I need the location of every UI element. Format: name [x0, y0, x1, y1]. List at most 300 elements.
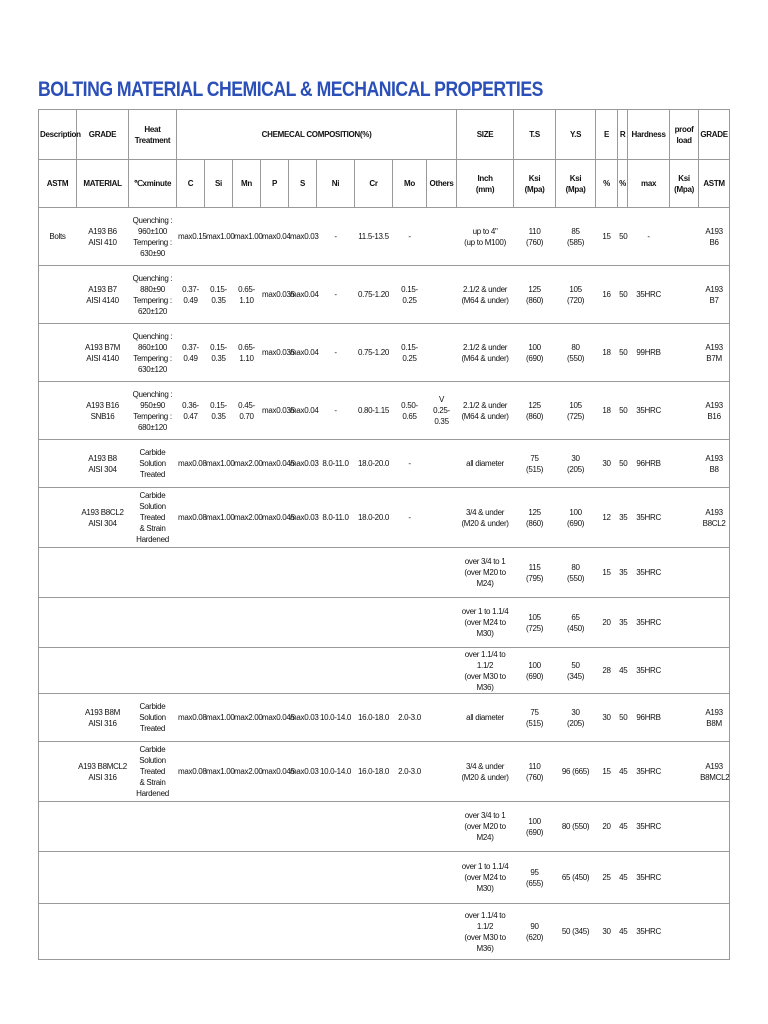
- table-cell: 18: [596, 382, 618, 440]
- properties-table: [38, 109, 730, 960]
- table-cell: 35: [618, 548, 628, 598]
- table-cell: 125 (860): [514, 382, 556, 440]
- table-cell: 110 (760): [514, 742, 556, 802]
- table-cell: [670, 904, 699, 960]
- table-cell: 11.5-13.5: [355, 208, 393, 266]
- table-cell: 0.75-1.20: [355, 266, 393, 324]
- table-cell: [233, 548, 261, 598]
- header-cell: Hardness: [628, 110, 670, 160]
- table-cell: 15: [596, 548, 618, 598]
- table-cell: 50 (345): [556, 904, 596, 960]
- table-cell: [77, 648, 129, 694]
- table-cell: [699, 852, 730, 904]
- table-cell: -: [393, 208, 427, 266]
- table-cell: [233, 802, 261, 852]
- table-cell: 8.0-11.0: [317, 488, 355, 548]
- header-cell: SIZE: [457, 110, 514, 160]
- header-cell: E: [596, 110, 618, 160]
- table-row: [39, 598, 730, 648]
- header-cell: P: [261, 160, 289, 208]
- table-cell: [317, 548, 355, 598]
- table-cell: [177, 548, 205, 598]
- table-cell: 16.0-18.0: [355, 742, 393, 802]
- table-cell: [39, 648, 77, 694]
- table-cell: 18: [596, 324, 618, 382]
- header-cell: Cr: [355, 160, 393, 208]
- table-cell: 0.45-0.70: [233, 382, 261, 440]
- table-cell: [177, 598, 205, 648]
- table-cell: 30: [596, 904, 618, 960]
- header-cell: Inch (mm): [457, 160, 514, 208]
- table-cell: [177, 904, 205, 960]
- table-cell: [355, 648, 393, 694]
- table-cell: 16: [596, 266, 618, 324]
- table-cell: max0.03: [289, 208, 317, 266]
- table-cell: [427, 208, 457, 266]
- header-cell: ASTM: [39, 160, 77, 208]
- table-cell: 35HRC: [628, 598, 670, 648]
- table-cell: max0.045: [261, 488, 289, 548]
- table-cell: V 0.25-0.35: [427, 382, 457, 440]
- header-row-2: [39, 160, 730, 208]
- header-cell: R: [618, 110, 628, 160]
- table-cell: [39, 440, 77, 488]
- table-cell: A193 B16 SNB16: [77, 382, 129, 440]
- header-cell: Others: [427, 160, 457, 208]
- table-cell: 0.36-0.47: [177, 382, 205, 440]
- table-cell: over 1 to 1.1/4 (over M24 to M30): [457, 598, 514, 648]
- table-cell: [699, 904, 730, 960]
- table-cell: [77, 802, 129, 852]
- header-cell: Ni: [317, 160, 355, 208]
- table-cell: Quenching : 860±100 Tempering : 630±120: [129, 324, 177, 382]
- table-cell: Carbide Solution Treated & Strain Hardened: [129, 742, 177, 802]
- table-cell: -: [317, 382, 355, 440]
- table-cell: 35HRC: [628, 904, 670, 960]
- table-cell: 100 (690): [514, 324, 556, 382]
- header-cell: ℃xminute: [129, 160, 177, 208]
- table-cell: [261, 852, 289, 904]
- table-cell: A193 B8M AISI 316: [77, 694, 129, 742]
- table-cell: 125 (860): [514, 488, 556, 548]
- table-cell: Bolts: [39, 208, 77, 266]
- table-cell: [317, 802, 355, 852]
- table-cell: [39, 548, 77, 598]
- table-cell: 45: [618, 904, 628, 960]
- table-cell: max0.035: [261, 382, 289, 440]
- table-cell: [670, 598, 699, 648]
- table-cell: [670, 266, 699, 324]
- table-cell: max2.00: [233, 742, 261, 802]
- table-cell: max0.04: [289, 382, 317, 440]
- table-cell: 0.15-0.35: [205, 324, 233, 382]
- table-cell: 45: [618, 852, 628, 904]
- table-cell: [39, 802, 77, 852]
- table-cell: 100 (690): [514, 802, 556, 852]
- table-cell: A193 B8CL2: [699, 488, 730, 548]
- table-cell: [427, 440, 457, 488]
- table-cell: A193 B6: [699, 208, 730, 266]
- table-cell: [289, 852, 317, 904]
- table-cell: [261, 548, 289, 598]
- table-cell: 0.65-1.10: [233, 324, 261, 382]
- table-cell: [289, 598, 317, 648]
- table-cell: max0.045: [261, 440, 289, 488]
- table-cell: 20: [596, 598, 618, 648]
- table-cell: [317, 852, 355, 904]
- table-cell: [427, 548, 457, 598]
- table-cell: 99HRB: [628, 324, 670, 382]
- table-cell: [355, 598, 393, 648]
- table-cell: A193 B7: [699, 266, 730, 324]
- table-cell: 3/4 & under (M20 & under): [457, 488, 514, 548]
- table-body: [39, 110, 730, 960]
- header-cell: GRADE: [77, 110, 129, 160]
- header-cell: GRADE: [699, 110, 730, 160]
- table-cell: [177, 802, 205, 852]
- table-cell: 90 (620): [514, 904, 556, 960]
- table-cell: -: [393, 440, 427, 488]
- table-cell: max0.035: [261, 324, 289, 382]
- table-cell: 2.0-3.0: [393, 694, 427, 742]
- table-cell: [670, 488, 699, 548]
- table-cell: [670, 648, 699, 694]
- table-cell: max0.03: [289, 694, 317, 742]
- table-cell: max0.03: [289, 488, 317, 548]
- table-cell: max0.15: [177, 208, 205, 266]
- table-cell: 105 (720): [556, 266, 596, 324]
- table-cell: 0.65-1.10: [233, 266, 261, 324]
- table-cell: 35HRC: [628, 802, 670, 852]
- table-cell: max0.03: [289, 742, 317, 802]
- table-cell: [393, 802, 427, 852]
- table-row: [39, 694, 730, 742]
- table-cell: 35: [618, 488, 628, 548]
- table-cell: [205, 648, 233, 694]
- table-cell: [205, 548, 233, 598]
- table-cell: Carbide Solution Treated & Strain Hardened: [129, 488, 177, 548]
- table-cell: max1.00: [205, 488, 233, 548]
- table-cell: [39, 598, 77, 648]
- table-cell: 2.1/2 & under (M64 & under): [457, 266, 514, 324]
- table-cell: 75 (515): [514, 440, 556, 488]
- table-cell: 12: [596, 488, 618, 548]
- table-cell: [39, 324, 77, 382]
- table-row: [39, 440, 730, 488]
- table-cell: 115 (795): [514, 548, 556, 598]
- header-cell: C: [177, 160, 205, 208]
- table-cell: 15: [596, 742, 618, 802]
- table-cell: 35HRC: [628, 266, 670, 324]
- header-cell: T.S: [514, 110, 556, 160]
- table-cell: [289, 548, 317, 598]
- table-cell: A193 B6 AISI 410: [77, 208, 129, 266]
- table-cell: max0.08: [177, 742, 205, 802]
- header-cell: Heat Treatment: [129, 110, 177, 160]
- table-cell: max0.04: [289, 266, 317, 324]
- table-cell: 50: [618, 694, 628, 742]
- table-cell: [289, 802, 317, 852]
- table-cell: [355, 548, 393, 598]
- header-cell: Ksi (Mpa): [556, 160, 596, 208]
- table-cell: 65 (450): [556, 598, 596, 648]
- table-cell: 50: [618, 324, 628, 382]
- header-cell: S: [289, 160, 317, 208]
- table-cell: 125 (860): [514, 266, 556, 324]
- table-cell: [289, 648, 317, 694]
- header-cell: Si: [205, 160, 233, 208]
- table-cell: 15: [596, 208, 618, 266]
- table-cell: [39, 852, 77, 904]
- table-cell: [177, 852, 205, 904]
- table-cell: [39, 904, 77, 960]
- header-cell: Y.S: [556, 110, 596, 160]
- table-cell: 35HRC: [628, 648, 670, 694]
- table-cell: [355, 904, 393, 960]
- table-cell: Quenching : 950±90 Tempering : 680±120: [129, 382, 177, 440]
- table-row: [39, 208, 730, 266]
- header-cell: ASTM: [699, 160, 730, 208]
- table-cell: 75 (515): [514, 694, 556, 742]
- header-cell: max: [628, 160, 670, 208]
- table-cell: [355, 802, 393, 852]
- table-cell: 50: [618, 382, 628, 440]
- table-cell: 3/4 & under (M20 & under): [457, 742, 514, 802]
- table-cell: [393, 548, 427, 598]
- table-cell: [427, 488, 457, 548]
- table-cell: 2.1/2 & under (M64 & under): [457, 324, 514, 382]
- table-cell: [393, 904, 427, 960]
- table-cell: 2.1/2 & under (M64 & under): [457, 382, 514, 440]
- table-cell: [670, 742, 699, 802]
- table-cell: [427, 904, 457, 960]
- table-cell: [261, 648, 289, 694]
- table-cell: 0.50-0.65: [393, 382, 427, 440]
- table-cell: [393, 648, 427, 694]
- table-cell: 80 (550): [556, 548, 596, 598]
- table-cell: [77, 904, 129, 960]
- table-cell: 110 (760): [514, 208, 556, 266]
- table-cell: all diameter: [457, 440, 514, 488]
- table-cell: [317, 598, 355, 648]
- table-row: [39, 266, 730, 324]
- table-cell: 35HRC: [628, 852, 670, 904]
- table-cell: max0.08: [177, 694, 205, 742]
- header-cell: proof load: [670, 110, 699, 160]
- table-cell: -: [317, 266, 355, 324]
- table-cell: max0.035: [261, 266, 289, 324]
- table-cell: A193 B7M: [699, 324, 730, 382]
- table-cell: 0.37-0.49: [177, 266, 205, 324]
- table-cell: 96HRB: [628, 440, 670, 488]
- table-cell: -: [393, 488, 427, 548]
- table-cell: [289, 904, 317, 960]
- table-cell: [393, 598, 427, 648]
- table-cell: -: [317, 324, 355, 382]
- table-cell: A193 B8MCL2 AISI 316: [77, 742, 129, 802]
- table-cell: [261, 904, 289, 960]
- table-cell: 28: [596, 648, 618, 694]
- table-cell: max0.045: [261, 694, 289, 742]
- table-cell: 50: [618, 208, 628, 266]
- table-cell: 30 (205): [556, 694, 596, 742]
- table-cell: over 1.1/4 to 1.1/2 (over M30 to M36): [457, 904, 514, 960]
- table-cell: 45: [618, 742, 628, 802]
- table-cell: 100 (690): [514, 648, 556, 694]
- table-cell: max1.00: [205, 694, 233, 742]
- table-cell: -: [317, 208, 355, 266]
- table-cell: Quenching : 960±100 Tempering : 630±90: [129, 208, 177, 266]
- table-cell: max1.00: [205, 440, 233, 488]
- table-cell: over 3/4 to 1 (over M20 to M24): [457, 548, 514, 598]
- table-cell: A193 B8MCL2: [699, 742, 730, 802]
- table-cell: [670, 440, 699, 488]
- table-cell: [129, 904, 177, 960]
- table-cell: [427, 694, 457, 742]
- table-row: [39, 852, 730, 904]
- table-row: [39, 904, 730, 960]
- table-cell: [355, 852, 393, 904]
- table-cell: [670, 852, 699, 904]
- table-cell: A193 B7M AISI 4140: [77, 324, 129, 382]
- table-cell: [39, 694, 77, 742]
- table-cell: A193 B8 AISI 304: [77, 440, 129, 488]
- table-cell: all diameter: [457, 694, 514, 742]
- table-cell: 30: [596, 440, 618, 488]
- table-cell: 85 (585): [556, 208, 596, 266]
- table-cell: [39, 266, 77, 324]
- table-cell: [177, 648, 205, 694]
- table-cell: [699, 548, 730, 598]
- table-cell: max0.045: [261, 742, 289, 802]
- table-cell: 30: [596, 694, 618, 742]
- table-cell: [317, 904, 355, 960]
- table-cell: A193 B16: [699, 382, 730, 440]
- table-cell: [670, 382, 699, 440]
- table-cell: [427, 324, 457, 382]
- table-cell: [129, 802, 177, 852]
- table-cell: [427, 266, 457, 324]
- table-cell: [427, 598, 457, 648]
- table-cell: [233, 648, 261, 694]
- table-cell: 10.0-14.0: [317, 742, 355, 802]
- table-cell: [317, 648, 355, 694]
- table-cell: A193 B8M: [699, 694, 730, 742]
- table-cell: [39, 488, 77, 548]
- table-cell: [233, 904, 261, 960]
- table-row: [39, 548, 730, 598]
- table-cell: [670, 802, 699, 852]
- table-cell: [393, 852, 427, 904]
- table-cell: [427, 742, 457, 802]
- header-cell: %: [596, 160, 618, 208]
- header-cell: Ksi (Mpa): [514, 160, 556, 208]
- table-row: [39, 382, 730, 440]
- table-cell: 65 (450): [556, 852, 596, 904]
- table-cell: 105 (725): [556, 382, 596, 440]
- table-row: [39, 802, 730, 852]
- table-cell: max2.00: [233, 440, 261, 488]
- header-cell: MATERIAL: [77, 160, 129, 208]
- table-cell: 18.0-20.0: [355, 440, 393, 488]
- table-cell: 100 (690): [556, 488, 596, 548]
- table-cell: [129, 598, 177, 648]
- header-cell: Mn: [233, 160, 261, 208]
- table-row: [39, 742, 730, 802]
- table-cell: [427, 802, 457, 852]
- header-cell: Mo: [393, 160, 427, 208]
- table-cell: [77, 852, 129, 904]
- table-cell: [699, 802, 730, 852]
- table-cell: 8.0-11.0: [317, 440, 355, 488]
- header-cell: CHEMECAL COMPOSITION(%): [177, 110, 457, 160]
- table-cell: 0.15-0.25: [393, 266, 427, 324]
- table-cell: [699, 648, 730, 694]
- table-cell: [233, 598, 261, 648]
- table-cell: [129, 648, 177, 694]
- table-cell: 35HRC: [628, 488, 670, 548]
- table-cell: 50: [618, 266, 628, 324]
- table-row: [39, 648, 730, 694]
- table-cell: 0.75-1.20: [355, 324, 393, 382]
- table-cell: 25: [596, 852, 618, 904]
- table-cell: over 1.1/4 to 1.1/2 (over M30 to M36): [457, 648, 514, 694]
- table-cell: [205, 852, 233, 904]
- table-cell: 95 (655): [514, 852, 556, 904]
- table-cell: [205, 904, 233, 960]
- table-cell: [77, 598, 129, 648]
- table-cell: [670, 548, 699, 598]
- table-row: [39, 488, 730, 548]
- table-cell: -: [628, 208, 670, 266]
- table-row: [39, 324, 730, 382]
- table-cell: 45: [618, 802, 628, 852]
- table-cell: max0.08: [177, 440, 205, 488]
- table-cell: A193 B7 AISI 4140: [77, 266, 129, 324]
- table-cell: 18.0-20.0: [355, 488, 393, 548]
- table-cell: [129, 852, 177, 904]
- table-cell: [670, 208, 699, 266]
- table-cell: [129, 548, 177, 598]
- table-cell: 105 (725): [514, 598, 556, 648]
- table-cell: 50 (345): [556, 648, 596, 694]
- table-cell: Carbide Solution Treated: [129, 440, 177, 488]
- header-cell: Description: [39, 110, 77, 160]
- table-cell: 35HRC: [628, 742, 670, 802]
- table-cell: max1.00: [233, 208, 261, 266]
- table-cell: 0.15-0.25: [393, 324, 427, 382]
- table-cell: 35: [618, 598, 628, 648]
- table-cell: up to 4" (up to M100): [457, 208, 514, 266]
- table-cell: 0.15-0.35: [205, 382, 233, 440]
- table-cell: over 1 to 1.1/4 (over M24 to M30): [457, 852, 514, 904]
- table-cell: 10.0-14.0: [317, 694, 355, 742]
- table-cell: Carbide Solution Treated: [129, 694, 177, 742]
- table-cell: 80 (550): [556, 324, 596, 382]
- table-cell: [670, 694, 699, 742]
- table-cell: 45: [618, 648, 628, 694]
- table-cell: A193 B8: [699, 440, 730, 488]
- table-cell: [39, 742, 77, 802]
- table-cell: [427, 852, 457, 904]
- header-row-1: [39, 110, 730, 160]
- table-cell: [233, 852, 261, 904]
- table-cell: over 3/4 to 1 (over M20 to M24): [457, 802, 514, 852]
- table-cell: max2.00: [233, 488, 261, 548]
- table-cell: 35HRC: [628, 548, 670, 598]
- table-cell: max1.00: [205, 742, 233, 802]
- table-cell: max0.04: [289, 324, 317, 382]
